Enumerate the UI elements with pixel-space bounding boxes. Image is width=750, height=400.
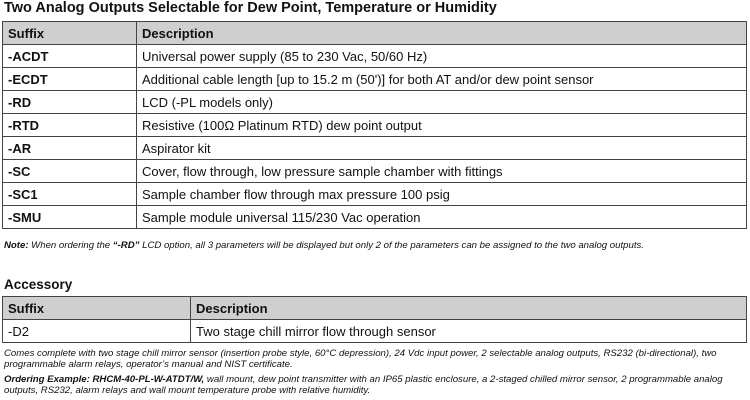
table-row xyxy=(3,68,747,91)
ordering-example-text: wall mount, dew point transmitter with an IP65 plastic enclosure, a 2-staged chilled mirror sensor, 2 programmable analog outputs, RS232, alarm relays and wall mount temperature probe with relative humidity. xyxy=(4,374,723,396)
accessory-table xyxy=(2,296,747,343)
suffix-cell: -SC xyxy=(3,160,137,183)
suffix-cell: -RTD xyxy=(3,114,137,137)
description-cell: Two stage chill mirror flow through sensor xyxy=(191,320,747,343)
description-cell: LCD (-PL models only) xyxy=(137,91,747,114)
options-table-header xyxy=(3,22,747,45)
accessory-heading: Accessory xyxy=(4,277,73,292)
table-row xyxy=(3,91,747,114)
table-row xyxy=(3,160,747,183)
description-cell: Cover, flow through, low pressure sample chamber with fittings xyxy=(137,160,747,183)
table-row xyxy=(3,183,747,206)
note-text-a: When ordering the xyxy=(28,240,113,251)
note-highlight: “-RD” xyxy=(112,240,140,251)
suffix-cell: -ACDT xyxy=(3,45,137,68)
suffix-cell: -ECDT xyxy=(3,68,137,91)
table-row xyxy=(3,206,747,229)
description-cell: Universal power supply (85 to 230 Vac, 50/60 Hz) xyxy=(137,45,747,68)
description-cell: Sample module universal 115/230 Vac operation xyxy=(137,206,747,229)
rd-option-note xyxy=(4,240,744,251)
table-row xyxy=(3,320,747,343)
description-column-header: Description xyxy=(191,297,747,320)
table-row xyxy=(3,137,747,160)
table-row xyxy=(3,114,747,137)
options-table xyxy=(2,21,747,229)
description-cell: Sample chamber flow through max pressure 100 psig xyxy=(137,183,747,206)
suffix-cell: -SC1 xyxy=(3,183,137,206)
suffix-cell: -D2 xyxy=(3,320,191,343)
suffix-cell: -AR xyxy=(3,137,137,160)
note-label: Note: xyxy=(4,240,29,251)
accessory-table-header xyxy=(3,297,747,320)
suffix-cell: -SMU xyxy=(3,206,137,229)
ordering-example-label: Ordering Example: RHCM-40-PL-W-ATDT/W, xyxy=(4,374,205,385)
ordering-example xyxy=(4,374,744,396)
suffix-column-header: Suffix xyxy=(3,22,137,45)
package-footnote: Comes complete with two stage chill mirror sensor (insertion probe style, 60°C depression), 24 Vdc input power, 2 selectable analog outputs, RS232 (bi-directional), two programmable alarm relays, operator’s manual and NIST certificate. xyxy=(4,348,717,370)
table-row xyxy=(3,45,747,68)
description-cell: Additional cable length [up to 15.2 m (50')] for both AT and/or dew point sensor xyxy=(137,68,747,91)
description-cell: Aspirator kit xyxy=(137,137,747,160)
suffix-cell: -RD xyxy=(3,91,137,114)
description-column-header: Description xyxy=(137,22,747,45)
suffix-column-header: Suffix xyxy=(3,297,191,320)
description-cell: Resistive (100Ω Platinum RTD) dew point output xyxy=(137,114,747,137)
note-text-b: LCD option, all 3 parameters will be displayed but only 2 of the parameters can be assigned to the two analog outputs. xyxy=(139,240,644,251)
page-title: Two Analog Outputs Selectable for Dew Point, Temperature or Humidity xyxy=(4,0,497,16)
